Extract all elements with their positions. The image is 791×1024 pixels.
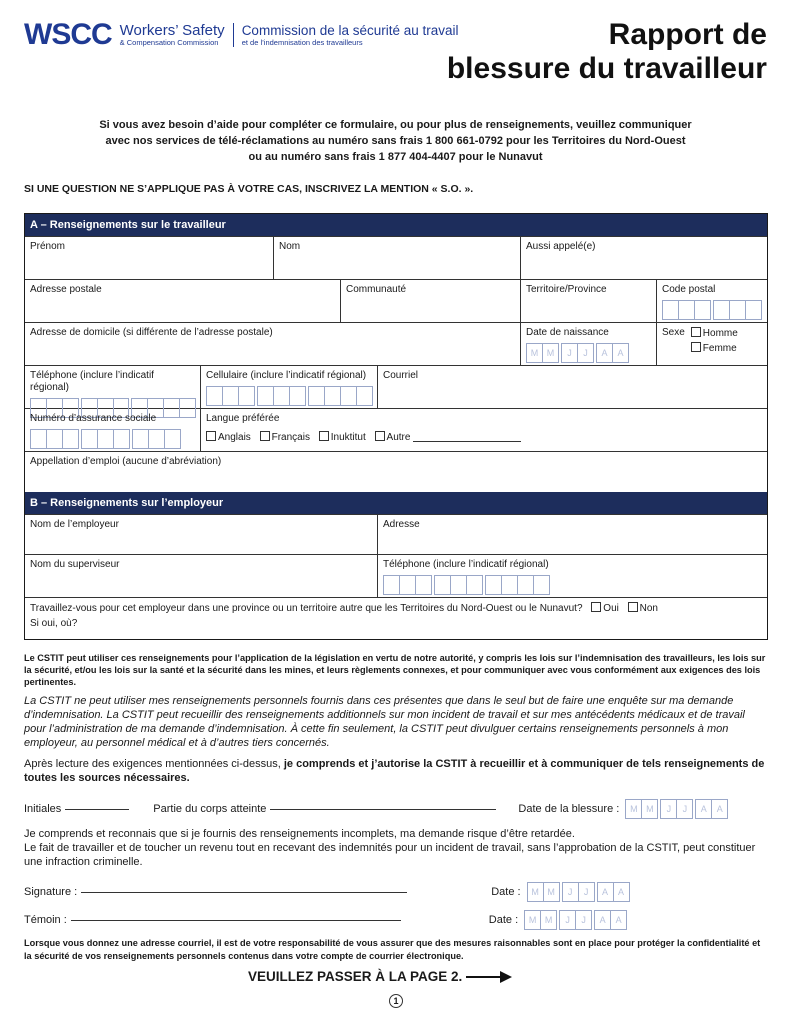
page-number: 1 — [389, 994, 403, 1008]
telephone-employeur-label: Téléphone (inclure l’indicatif régional) — [383, 559, 549, 570]
intro-line-3: ou au numéro sans frais 1 877 404-4407 pour le Nunavut — [248, 151, 543, 163]
femme-option[interactable] — [691, 342, 738, 354]
telephone-field[interactable] — [25, 366, 200, 408]
femme-checkbox[interactable] — [691, 342, 701, 352]
autre-juridiction-field — [25, 598, 767, 639]
date-blessure-label: Date de la blessure : — [518, 803, 620, 815]
logo-en-sub: & Compensation Commission — [119, 38, 219, 47]
initiales-label: Initiales — [24, 803, 62, 815]
signature-label: Signature : — [24, 886, 78, 898]
emploi-label: Appellation d’emploi (aucune d’abréviation) — [30, 456, 222, 467]
date-box[interactable]: A — [597, 882, 614, 902]
emploi-field[interactable] — [25, 452, 767, 492]
date-box[interactable]: J — [660, 799, 677, 819]
temoin-date-boxes[interactable] — [524, 910, 626, 930]
acknowledgement-line-1: Je comprends et reconnais que si je fournis des renseignements incomplets, ma demande risque d’être retardée. — [24, 828, 575, 840]
code-postal-boxes[interactable] — [662, 300, 762, 320]
autre-label: Autre — [386, 432, 411, 443]
aussi-label: Aussi appelé(e) — [526, 241, 596, 252]
femme-label: Femme — [702, 343, 737, 354]
code-postal-label: Code postal — [662, 284, 716, 295]
inuktitut-label: Inuktitut — [330, 432, 366, 443]
courriel-label: Courriel — [383, 370, 419, 381]
temoin-input[interactable] — [71, 920, 401, 921]
oui-label: Oui — [603, 603, 619, 614]
date-box[interactable]: M — [540, 910, 557, 930]
nom-employeur-field[interactable] — [25, 515, 377, 554]
langue-label: Langue préférée — [206, 413, 280, 424]
francais-checkbox[interactable] — [260, 431, 270, 441]
logo-en-name: Workers’ Safety — [119, 22, 225, 39]
intro-line-1: Si vous avez besoin d’aide pour compléter ce formulaire, ou pour plus de renseignements, veuillez communiquer — [99, 119, 692, 131]
homme-option[interactable] — [691, 327, 738, 339]
autre-option[interactable] — [375, 432, 522, 443]
next-page-instruction — [248, 969, 512, 984]
non-checkbox[interactable] — [628, 602, 638, 612]
intro-line-2: avec nos services de télé-réclamations au numéro sans frais 1 800 661-0792 pour les Territoires du Nord-Ouest — [105, 135, 686, 147]
cellulaire-field[interactable] — [200, 366, 377, 408]
email-notice: Lorsque vous donnez une adresse courriel, il est de votre responsabilité de vous assurer que des mesures raisonnables sont en place pour protéger la confidentialité et la sécurité de vos renseignements personnels contenus dans votre compte de courrier électronique. — [24, 938, 761, 961]
form-box — [24, 213, 768, 640]
superviseur-label: Nom du superviseur — [30, 559, 120, 570]
anglais-option[interactable] — [206, 432, 251, 443]
prenom-field[interactable] — [25, 237, 273, 279]
date-naissance-field[interactable] — [520, 323, 656, 365]
partie-corps-input[interactable] — [270, 809, 496, 810]
nom-employeur-label: Nom de l’employeur — [30, 519, 119, 530]
date-naissance-label: Date de naissance — [526, 327, 609, 338]
logo-fr-sub: et de l’indemnisation des travailleurs — [241, 38, 363, 47]
anglais-checkbox[interactable] — [206, 431, 216, 441]
autre-input[interactable] — [413, 441, 521, 442]
logo-english — [120, 23, 225, 47]
section-a-header: A – Renseignements sur le travailleur — [25, 214, 767, 236]
nas-boxes[interactable] — [30, 429, 195, 449]
temoin-row — [24, 910, 768, 930]
francais-label: Français — [271, 432, 310, 443]
acknowledgement-line-2: Le fait de travailler et de toucher un revenu tout en recevant des indemnités pour un incident de travail, sans l’approbation de la CSTIT, peut constituer une infraction criminelle. — [24, 842, 756, 868]
logo-divider — [233, 23, 234, 47]
date-box[interactable]: M — [641, 799, 658, 819]
superviseur-field[interactable] — [25, 555, 377, 597]
date-box[interactable]: J — [562, 882, 579, 902]
adresse-domicile-field[interactable] — [25, 323, 520, 365]
adresse-domicile-label: Adresse de domicile (si différente de l’adresse postale) — [30, 327, 273, 338]
telephone-label: Téléphone (inclure l’indicatif régional) — [30, 370, 154, 393]
privacy-text: La CSTIT ne peut utiliser mes renseignements personnels fournis dans ces présentes que dans le seul but de faire une enquête sur ma demande d’indemnisation. La CSTIT peut recueillir des renseignements additionnels sur mon incident de travail et sur mes antécédents médicaux et de travail pour l’administration de ma demande d’indemnisation. À cette fin seulement, la CSTIT peut divulguer certains renseignements personnels à mon employeur, au personnel médical et à d’autres tiers concernés. — [24, 695, 745, 749]
territoire-label: Territoire/Province — [526, 284, 607, 295]
aussi-appele-field[interactable] — [520, 237, 767, 279]
authorization-text — [24, 757, 768, 785]
next-page-text: VEUILLEZ PASSER À LA PAGE 2. — [248, 969, 463, 984]
authorization-normal: Après lecture des exigences mentionnées ci-dessus, — [24, 758, 284, 770]
signature-date-boxes[interactable] — [527, 882, 629, 902]
non-label: Non — [639, 603, 658, 614]
territoire-field[interactable] — [520, 280, 656, 322]
so-note: SI UNE QUESTION NE S’APPLIQUE PAS À VOTRE CAS, INSCRIVEZ LA MENTION « S.O. ». — [24, 183, 474, 195]
date-box[interactable]: M — [524, 910, 541, 930]
date-box[interactable]: J — [559, 910, 576, 930]
langue-field — [200, 409, 767, 451]
date-box[interactable]: M — [625, 799, 642, 819]
code-postal-field[interactable] — [656, 280, 767, 322]
date-box[interactable]: M — [543, 882, 560, 902]
courriel-field[interactable] — [377, 366, 767, 408]
adresse-employeur-field[interactable] — [377, 515, 767, 554]
nom-field[interactable] — [273, 237, 520, 279]
communaute-field[interactable] — [340, 280, 520, 322]
section-b-header: B – Renseignements sur l’employeur — [25, 492, 767, 514]
signature-input[interactable] — [81, 892, 407, 893]
sexe-label: Sexe — [662, 327, 685, 338]
partie-corps-label: Partie du corps atteinte — [153, 803, 267, 815]
logo-mark: WSCC — [24, 18, 112, 51]
logo-fr-name: Commission de la sécurité au travail — [241, 23, 459, 38]
arrow-right-icon — [466, 971, 512, 983]
date-box[interactable]: A — [594, 910, 611, 930]
inuktitut-checkbox[interactable] — [319, 431, 329, 441]
inuktitut-option[interactable] — [319, 432, 366, 443]
non-option[interactable] — [628, 603, 658, 614]
adresse-postale-field[interactable] — [25, 280, 340, 322]
date-blessure-boxes[interactable] — [625, 799, 727, 819]
temoin-date-label: Date : — [488, 914, 519, 926]
intro-text — [40, 117, 751, 165]
communaute-label: Communauté — [346, 284, 407, 295]
autre-checkbox[interactable] — [375, 431, 385, 441]
adresse-employeur-label: Adresse — [383, 519, 420, 530]
telephone-employeur-boxes[interactable] — [383, 575, 762, 595]
francais-option[interactable] — [260, 432, 310, 443]
date-box[interactable]: J — [578, 882, 595, 902]
date-box[interactable]: J — [676, 799, 693, 819]
sexe-field — [656, 323, 767, 365]
form-title — [447, 18, 767, 86]
cellulaire-label: Cellulaire (inclure l’indicatif régional) — [206, 370, 367, 381]
autre-juridiction-question: Travaillez-vous pour cet employeur dans une province ou un territoire autre que les Territoires du Nord-Ouest ou le Nunavut? — [30, 603, 583, 614]
oui-option[interactable] — [591, 603, 619, 614]
signature-date-label: Date : — [491, 886, 521, 898]
date-box[interactable]: A — [711, 799, 728, 819]
temoin-label: Témoin : — [24, 914, 67, 926]
date-box[interactable]: M — [527, 882, 544, 902]
title-line-1: Rapport de — [608, 18, 767, 51]
logo-french — [242, 23, 459, 47]
initiales-input[interactable] — [65, 809, 129, 810]
nas-label: Numéro d’assurance sociale — [30, 413, 157, 424]
title-line-2: blessure du travailleur — [446, 52, 767, 85]
nom-label: Nom — [279, 241, 301, 252]
anglais-label: Anglais — [218, 432, 251, 443]
si-oui-label: Si oui, où? — [30, 618, 78, 629]
legal-authority-text: Le CSTIT peut utiliser ces renseignements pour l’application de la législation en vertu de notre autorité, y compris les lois sur l’indemnisation des travailleurs, les lois sur la sécurité, et/ou les lois sur la santé et la sécurité dans les mines, et leurs règlements connexes, et pour communiquer avec vous conformément aux exigences des lois pertinentes. — [24, 653, 766, 687]
wscc-logo — [24, 20, 459, 50]
adresse-postale-label: Adresse postale — [30, 284, 102, 295]
date-box[interactable]: A — [610, 910, 627, 930]
date-box[interactable]: A — [695, 799, 712, 819]
telephone-employeur-field[interactable] — [377, 555, 767, 597]
date-box[interactable]: A — [613, 882, 630, 902]
date-box[interactable]: J — [575, 910, 592, 930]
authorization-bold: je comprends et j’autorise la CSTIT à recueillir et à communiquer de tels renseignements de toutes les sources nécessaires. — [24, 758, 765, 784]
oui-checkbox[interactable] — [591, 602, 601, 612]
injury-row — [24, 799, 768, 819]
cellulaire-boxes[interactable] — [206, 386, 372, 406]
date-naissance-boxes[interactable]: M M J J A A — [526, 343, 651, 363]
homme-checkbox[interactable] — [691, 327, 701, 337]
nas-field[interactable] — [25, 409, 200, 451]
signature-row — [24, 882, 768, 902]
acknowledgement-text — [24, 827, 768, 869]
prenom-label: Prénom — [30, 241, 66, 252]
homme-label: Homme — [702, 328, 738, 339]
